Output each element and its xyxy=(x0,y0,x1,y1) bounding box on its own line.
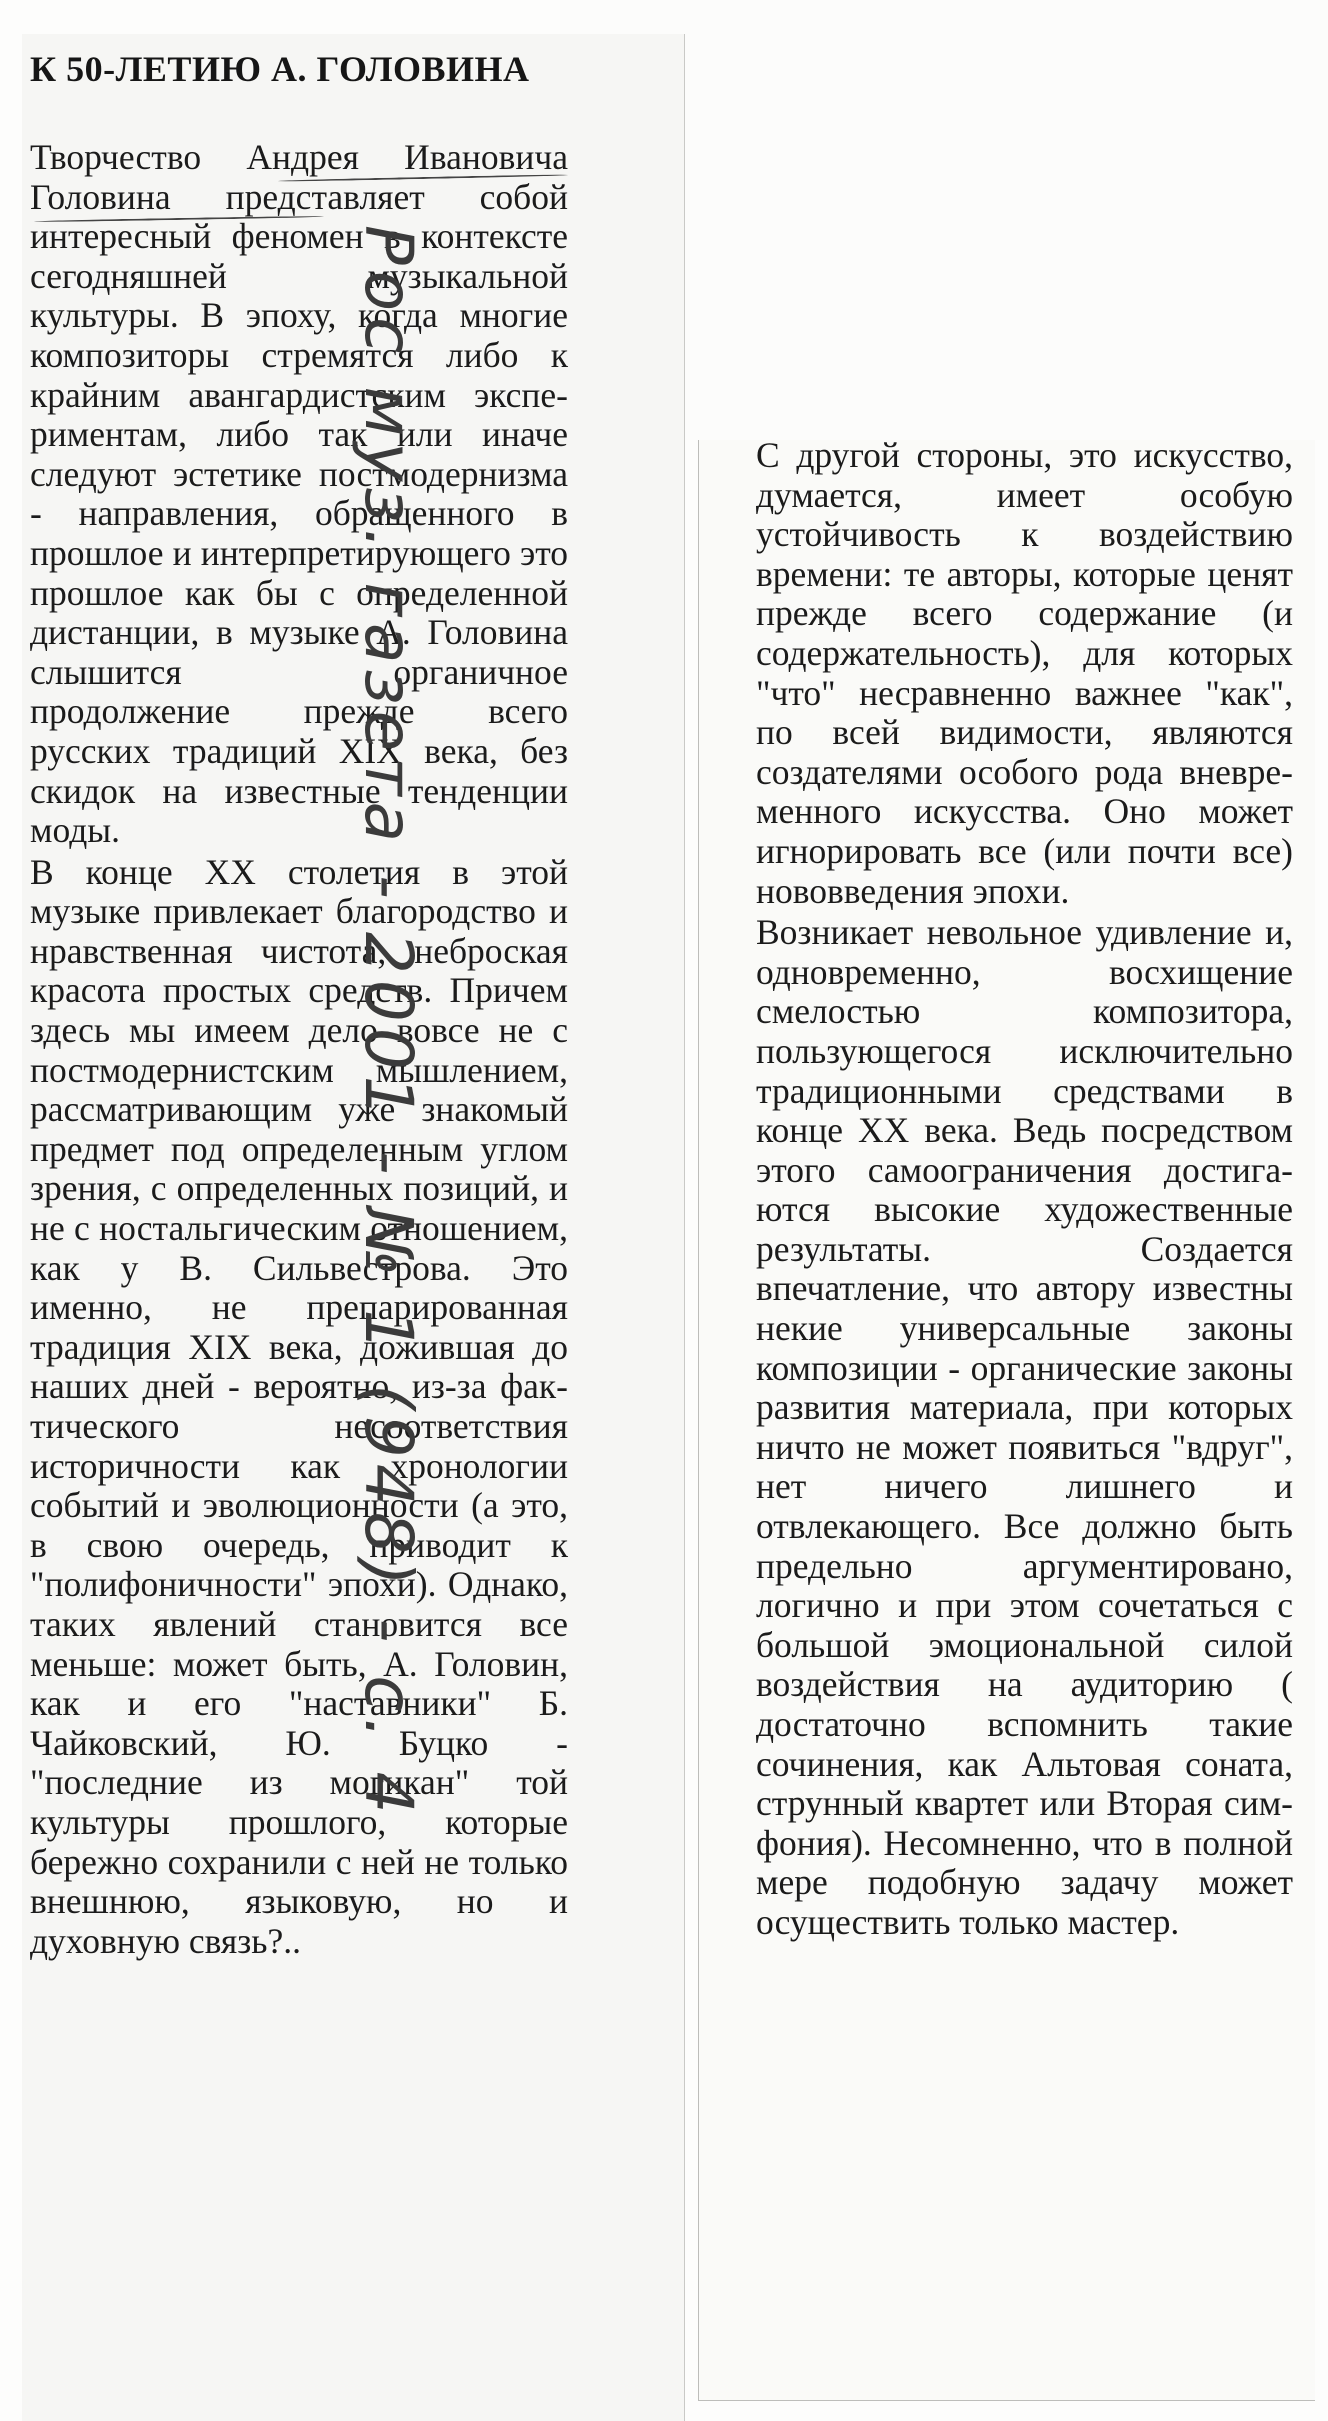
handwritten-note: Рос муз. газета - 2001 - № 1 (948) - с. 4 xyxy=(350,225,427,1820)
right-text-column xyxy=(756,436,1293,1943)
left-text-column xyxy=(30,138,568,1961)
paragraph: В конце XX столетия в этой музыке привлекает благородство и нравственная чистота, неброская красота простых средств. Причем здесь мы имеем дело вовсе не с постмодернистским мышлением, рассматривающим уже знакомый предмет под определенным углом зрения, с определенных позиций, и не с ностальгическим отношением, как у В. Сильвестрова. Это именно, не препарированная традиция XIX века, дожившая до наших дней - вероятно, из-за фактического несоответствия историчности как хронологии событий и эволюционности (а это, в свою очередь, приводит к "полифоничности" эпохи). Однако, таких явлений становится все меньше: может быть, А. Головин, как и его "наставники" Б. Чайковский, Ю. Буцко - "последние из могикан" той культуры прошлого, которые бережно сохранили с ней не только внешнюю, языковую, но и духовную связь?.. xyxy=(30,851,568,1961)
paragraph: Возникает невольное удивление и, одновременно, восхищение смелостью композитора, пользующегося исключительно традиционными средствами в конце XX века. Ведь посредством этого самоограничения достигаются высокие художественные результаты. Создается впечатление, что автору известны некие универсальные законы композиции - органические законы развития материала, при которых ничто не может появиться "вдруг", нет ничего лишнего и отвлекающего. Все должно быть предельно аргументировано, логично и при этом сочетаться с большой эмоциональной силой воздействия на аудиторию ( достаточно вспомнить такие сочинения, как Альтовая соната, струнный квартет или Вторая симфония). Несомненно, что в полной мере подобную задачу может осуществить только мастер. xyxy=(756,912,1293,1942)
paragraph: С другой стороны, это искусство, думается, имеет особую устойчивость к воздействию времени: те авторы, которые ценят прежде всего содержание (и содержательность), для которых "что" несравненно важнее "как", по всей видимости, являются создателями особого рода вневременного искусства. Оно может игнорировать все (или почти все) нововведения эпохи. xyxy=(756,435,1293,911)
article-headline: К 50-ЛЕТИЮ А. ГОЛОВИНА xyxy=(30,49,530,89)
paragraph: Творчество Андрея Ивановича Головина представляет собой интересный феномен в контексте сегодняшней музыкальной культуры. В эпоху, когда многие композиторы стремятся либо к крайним авангардистским экспериментам, либо так или иначе следуют эстетике постмодернизма - направления, обращенного в прошлое и интерпретирующего это прошлое как бы с определенной дистанции, в музыке А. Головина слышится органичное продолжение прежде всего русских традиций XIX века, без скидок на известные тенденции моды. xyxy=(30,137,568,851)
